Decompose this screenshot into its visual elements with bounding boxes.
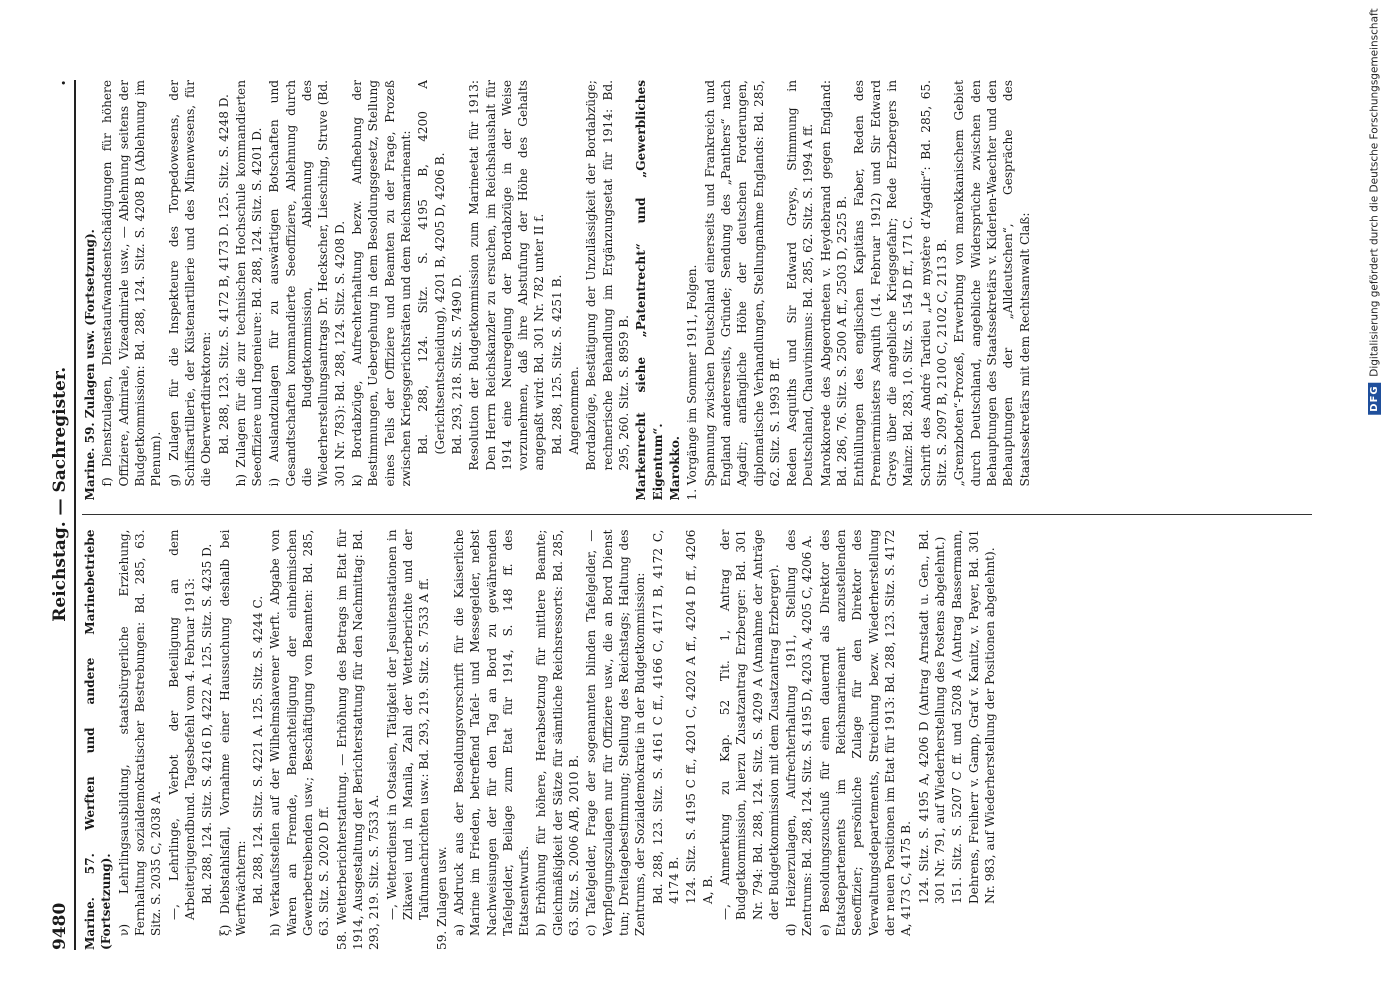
register-entry: Bordabzüge, Bestätigung der Unzulässigkeit der Bordabzüge; rechnerische Behandlung im Ergänzungsetat für 1914: Bd. 295, 260. Sitz. S. 8959 B.: [583, 80, 631, 471]
page-number: 9480: [49, 902, 70, 950]
register-entry: Resolution der Budgetkommission zum Marineetat für 1913: Den Herrn Reichskanzler zu ersuchen, im Reichshaushalt für 1914 eine Neuregelung der Bordabzüge in der Weise vorzunehmen, daß ihre Abstufung der Höhe des Gehalts angepaßt wird: Bd. 301 Nr. 782 unter II f.: [466, 80, 546, 471]
register-entry: Bd. 288, 124. Sitz. S. 4195 B, 4200 A (Gerichtsentscheidung), 4201 B, 4205 D, 4206 B.: [415, 80, 447, 455]
register-entry: Bd. 288, 125. Sitz. S. 4251 B.: [549, 274, 564, 455]
register-entry: ν) Lehrlingsausbildung, staatsbürgerliche Erziehung, Fernhaltung sozialdemokratischer Bestrebungen: Bd. 285, 63. Sitz. S. 2035 C, 2038 A.: [116, 529, 163, 936]
register-entry: Markenrecht siehe „Patentrecht“ und „Gewerbliches Eigentum“.: [633, 80, 665, 501]
register-entry: Bd. 288, 123. Sitz. S. 4172 B, 4173 D. 125. Sitz. S. 4248 D.: [216, 94, 230, 455]
register-entry: h) Zulagen für die zur technischen Hochschule kommandierten Seeoffiziere und Ingenieure: Bd. 288, 124. Sitz. S. 4201 D.: [233, 80, 264, 487]
register-entry: Bd. 288, 123. Sitz. S. 4161 C ff., 4166 C, 4171 B, 4172 C, 4174 B.: [650, 529, 681, 904]
register-entry: Marokko.: [667, 436, 682, 501]
register-entry: Marine. 57. Werften und andere Marinebetriebe (Fortsetzung).: [82, 529, 113, 950]
register-entry: g) Zulagen für die Inspekteure des Torpedowesens, der Schiffsartillerie, der Küstenartillerie und des Minenwesens, für die Oberwerftdirektoren:: [166, 80, 213, 487]
dfg-stamp: [1368, 8, 1381, 415]
text-columns: [82, 80, 1312, 950]
register-entry: Marokkorede des Abgeordneten v. Heydebrand gegen England: Bd. 286, 76. Sitz. S. 2500 A ff., 2503 D, 2525 B.: [818, 80, 849, 487]
register-entry: b) Erhöhung für höhere, Herabsetzung für mittlere Beamte; Gleichmäßigkeit der Sätze für sämtliche Reichsressorts: Bd. 285, 63. Sitz. S. 2006 A/B, 2010 B.: [533, 529, 581, 936]
register-entry: Bd. 288, 124. Sitz. S. 4221 A. 125. Sitz. S. 4244 C.: [250, 595, 265, 904]
register-entry: d) Heizerzulagen, Aufrechterhaltung 1911, Stellung des Zentrums: Bd. 288, 124. Sitz. S. 4195 D, 4203 A, 4205 C, 4206 A.: [783, 529, 814, 936]
page-title: Reichstag. — Sachregister.: [49, 366, 70, 622]
register-entry: c) Tafelgelder, Frage der sogenannten blinden Tafelgelder, — Verpflegungszulagen nur für Offiziere usw., die an Bord Dienst tun; Dreitagebestimmung; Stellung des Reichstags; Haltung des Zentrums, der Sozialdemokratie in der Budgetkommission:: [583, 529, 647, 936]
register-entry: Reden Asquiths und Sir Edward Greys, Stimmung in Deutschland, Chauvinismus: Bd. 285, 62. Sitz. S. 1994 A ff.: [784, 80, 815, 487]
register-entry: „Grenzboten“-Prozeß, Erwerbung von marokkanischem Gebiet durch Deutschland, angebliche Widersprüche zwischen den Behauptungen des Staatssekretärs v. Kiderlen-Waechter und den Behauptungen der „Alldeutschen“, Gespräche des Staatssekretärs mit dem Rechtsanwalt Claß:: [951, 80, 1031, 487]
dfg-logo: DFG: [1368, 382, 1381, 414]
page-header: [50, 80, 76, 950]
register-entry: ξ) Diebstahlsfall, Vornahme einer Haussuchung deshalb bei Werftwächtern:: [217, 529, 248, 936]
register-entry: Marine. 59. Zulagen usw. (Fortsetzung).: [82, 229, 97, 501]
right-column: [82, 80, 1312, 501]
column-divider: [82, 515, 1312, 516]
register-entry: k) Bordabzüge, Aufrechterhaltung bezw. Aufhebung der Bestimmungen, Uebergehung in dem Besoldungsgesetz, Stellung eines Teils der Offiziere und Beamten zu der Frage, Prozeß zwischen Kriegsgerichtsräten und dem Reichsmarineamt:: [349, 80, 413, 487]
register-entry: 124. Sitz. S. 4195 A, 4206 D (Antrag Arnstadt u. Gen., Bd. 301 Nr. 791, auf Wiederherstellung des Postens abgelehnt.): [916, 529, 947, 904]
register-entry: —, Lehrlinge, Verbot der Beteiligung an dem Arbeiterjugendbund. Tagesbefehl vom 4. Februar 1913:: [166, 529, 197, 920]
register-entry: Angenommen.: [566, 366, 581, 455]
register-entry: e) Besoldungszuschuß für einen dauernd als Direktor des Etatsdepartements im Reichsmarineamt anzustellenden Seeoffizier; persönliche Zulage für den Direktor des Verwaltungsdepartements, Streichung bezw. Wiederherstellung der neuen Positionen im Etat für 1913: Bd. 288, 123. Sitz. S. 4172 A, 4173 C, 4175 B.: [817, 529, 913, 936]
register-entry: —, Anmerkung zu Kap. 52 Tit. 1, Antrag der Budgetkommission, hierzu Zusatzantrag Erzberger: Bd. 301 Nr. 794: Bd. 288, 124. Sitz. S. 4209 A (Annahme der Anträge der Budgetkommission mit dem Zusatzantrag Erzberger).: [717, 529, 781, 920]
register-entry: 58. Wetterberichterstattung. — Erhöhung des Betrags im Etat für 1914, Ausgestaltung der Berichterstattung für den Nachmittag: Bd. 293, 219. Sitz. S. 7533 A.: [334, 529, 381, 950]
dfg-stamp-text: Digitalisierung gefördert durch die Deutsche Forschungsgemeinschaft: [1368, 8, 1381, 377]
register-entry: a) Abdruck aus der Besoldungsvorschrift für die Kaiserliche Marine im Frieden, betreffend Tafel- und Messegelder, nebst Nachweisungen der für den Tag an Bord zu gewährenden Tafelgelder, Beilage zum Etat für 1914, S. 148 ff. des Etatsentwurfs.: [451, 529, 531, 936]
register-entry: f) Dienstzulagen, Dienstaufwandsentschädigungen für höhere Offiziere, Admirale, Vizeadmirale usw., — Ablehnung seitens der Budgetkommission: Bd. 288, 124. Sitz. S. 4208 B (Ablehnung im Plenum).: [99, 80, 163, 487]
register-entry: 124. Sitz. S. 4195 C ff., 4201 C, 4202 A ff., 4204 D ff., 4206 A, B.: [683, 529, 715, 904]
register-entry: h) Verkaufsstellen auf der Wilhelmshavener Werft. Abgabe von Waren an Fremde, Benachteiligung der einheimischen Gewerbetreibenden usw.; Beschäftigung von Beamten: Bd. 285, 63. Sitz. S. 2020 D ff.: [267, 529, 331, 936]
register-entry: Schrift des André Tardieu „Le mystère d’Agadir“: Bd. 285, 65. Sitz. S. 2097 B, 2100 C, 2102 C, 2113 B.: [918, 80, 949, 487]
register-entry: Spannung zwischen Deutschland einerseits und Frankreich und England andererseits, Gründe; Sendung des „Panthers“ nach Agadir; anfängliche Höhe der deutschen Forderungen, diplomatische Verhandlungen, Stellungnahme Englands: Bd. 285, 62. Sitz. S. 1993 B ff.: [702, 80, 782, 487]
left-column: [82, 530, 1312, 951]
header-dots: .: [49, 80, 70, 86]
register-entry: Bd. 288, 124. Sitz. S. 4216 D, 4222 A. 125. Sitz. S. 4235 D.: [199, 543, 214, 904]
register-entry: 1. Vorgänge im Sommer 1911, Folgen.: [684, 264, 699, 501]
register-entry: —, Wetterdienst in Ostasien, Tätigkeit der Jesuitenstationen in Zikawei und in Manila, Zahl der Wetterberichte und der Taifunnachrichten usw.: Bd. 293, 219. Sitz. S. 7533 A ff.: [384, 529, 431, 920]
register-entry: Enthüllungen des englischen Kapitäns Faber, Reden des Premierministers Asquith (14. Februar 1912) und Sir Edward Greys über die angebliche Kriegsgefahr; Rede Erzbergers in Mainz: Bd. 283, 10. Sitz. S. 154 D ff., 171 C.: [851, 80, 915, 487]
register-entry: i) Auslandzulagen für zu auswärtigen Botschaften und Gesandtschaften kommandierte Seeoffiziere, Ablehnung durch die Budgetkommission, Ablehnung des Wiederherstellungsantrags Dr. Heckscher, Liesching, Struve (Bd. 301 Nr. 783): Bd. 288, 124. Sitz. S. 4208 D.: [266, 80, 347, 487]
register-entry: Bd. 293, 218. Sitz. S. 7490 D.: [449, 274, 464, 455]
register-entry: 59. Zulagen usw.: [434, 846, 449, 950]
register-page: [42, 40, 1342, 960]
register-entry: 151. Sitz. S. 5207 C ff. und 5208 A (Antrag Bassermann, Dehrens, Freiherr v. Gamp, Graf v. Kanitz, v. Payer, Bd. 301 Nr. 983, auf Wiederherstellung der Positionen abgelehnt).: [949, 529, 997, 904]
